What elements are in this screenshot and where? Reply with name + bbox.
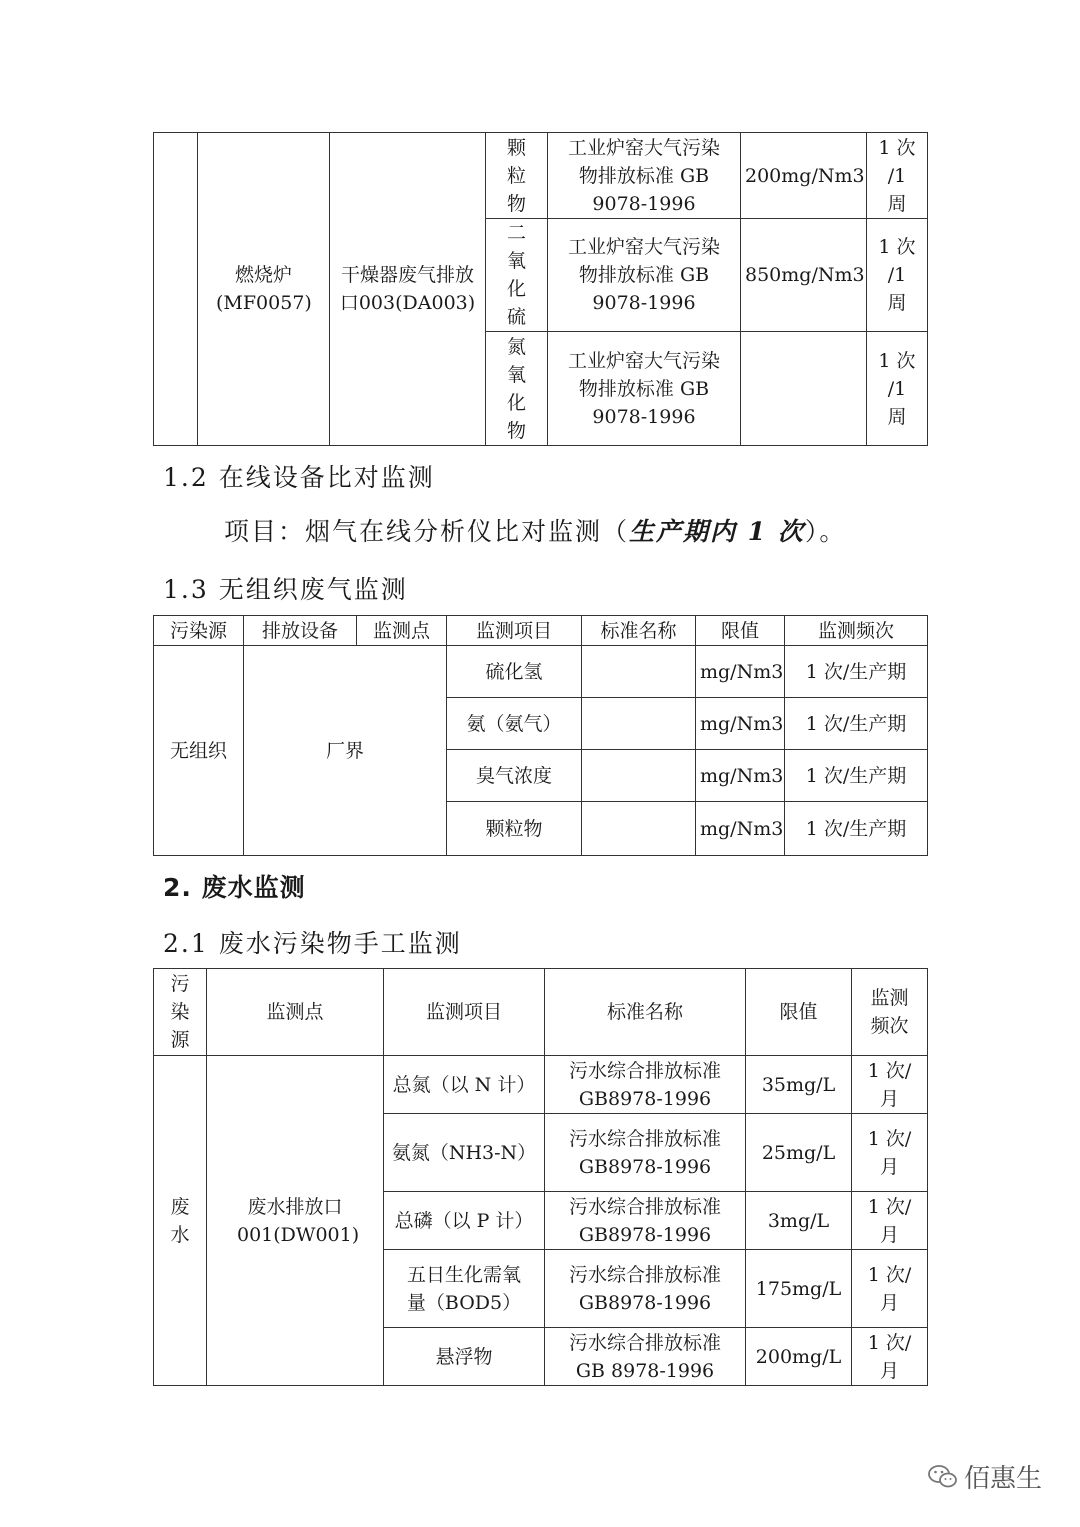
standard-cell: 污水综合排放标准 GB8978-1996 [545, 1250, 746, 1328]
item-cell: 硫化氢 [447, 646, 582, 698]
header-point: 监测点 [357, 616, 447, 646]
limit-cell: 35mg/L [746, 1056, 852, 1114]
source-cell: 无组织 [154, 646, 244, 856]
frequency-cell: 1 次/ 月 [852, 1328, 928, 1386]
item-cell: 颗粒物 [447, 802, 582, 856]
limit-cell: 175mg/L [746, 1250, 852, 1328]
item-cell: 氨（氨气） [447, 698, 582, 750]
header-point: 监测点 [207, 969, 384, 1056]
source-cell: 燃烧炉(MF0057) [198, 133, 330, 446]
standard-cell [582, 802, 696, 856]
section-1-2-title: 1.2 在线设备比对监测 [163, 463, 435, 492]
frequency-cell: 1 次/ 月 [852, 1250, 928, 1328]
standard-cell [582, 750, 696, 802]
standard-cell: 工业炉窑大气污染物排放标准 GB 9078-1996 [548, 332, 741, 446]
standard-cell [582, 698, 696, 750]
limit-cell: mg/Nm3 [696, 646, 785, 698]
header-standard: 标准名称 [582, 616, 696, 646]
item-cell: 总氮（以 N 计） [384, 1056, 545, 1114]
standard-cell: 污水综合排放标准 GB8978-1996 [545, 1056, 746, 1114]
wechat-icon [928, 1464, 958, 1490]
standard-cell: 污水综合排放标准 GB8978-1996 [545, 1114, 746, 1192]
standard-cell [582, 646, 696, 698]
limit-cell: 200mg/Nm3 [741, 133, 867, 219]
header-limit: 限值 [696, 616, 785, 646]
limit-cell: 200mg/L [746, 1328, 852, 1386]
fugitive-gas-table [153, 615, 928, 856]
section-1-3-title: 1.3 无组织废气监测 [163, 575, 408, 604]
limit-cell: mg/Nm3 [696, 698, 785, 750]
watermark-text: 佰惠生 [964, 1464, 1043, 1494]
point-cell: 废水排放口001(DW001) [207, 1056, 384, 1386]
header-limit: 限值 [746, 969, 852, 1056]
item-cell: 氮 氧 化 物 [486, 332, 548, 446]
section-1-2-item: 项目：烟气在线分析仪比对监测（生产期内 1 次）。 [224, 517, 847, 546]
header-item: 监测项目 [447, 616, 582, 646]
frequency-cell: 1 次 /1 周 [867, 332, 928, 446]
frequency-cell: 1 次/ 月 [852, 1192, 928, 1250]
limit-cell: 3mg/L [746, 1192, 852, 1250]
item-cell: 五日生化需氧量（BOD5） [384, 1250, 545, 1328]
item-cell: 颗 粒 物 [486, 133, 548, 219]
point-cell: 厂界 [244, 646, 447, 856]
item-cell: 悬浮物 [384, 1328, 545, 1386]
blank-cell [154, 133, 198, 446]
item-cell: 二 氧 化 硫 [486, 219, 548, 332]
watermark [928, 1458, 1042, 1495]
header-source: 污染源 [154, 616, 244, 646]
standard-cell: 污水综合排放标准 GB 8978-1996 [545, 1328, 746, 1386]
standard-cell: 污水综合排放标准 GB8978-1996 [545, 1192, 746, 1250]
header-frequency: 监测 频次 [852, 969, 928, 1056]
section-2-title: 2. 废水监测 [163, 873, 306, 902]
item-cell: 氨氮（NH3-N） [384, 1114, 545, 1192]
frequency-cell: 1 次/生产期 [785, 646, 928, 698]
source-cell: 废 水 [154, 1056, 207, 1386]
header-standard: 标准名称 [545, 969, 746, 1056]
limit-cell: mg/Nm3 [696, 750, 785, 802]
header-frequency: 监测频次 [785, 616, 928, 646]
header-device: 排放设备 [244, 616, 357, 646]
limit-cell: 850mg/Nm3 [741, 219, 867, 332]
limit-cell: mg/Nm3 [696, 802, 785, 856]
frequency-cell: 1 次/生产期 [785, 750, 928, 802]
item-cell: 总磷（以 P 计） [384, 1192, 545, 1250]
wastewater-table [153, 968, 928, 1386]
limit-cell: 25mg/L [746, 1114, 852, 1192]
frequency-cell: 1 次/ 月 [852, 1114, 928, 1192]
air-monitoring-table [153, 132, 928, 446]
frequency-cell: 1 次/生产期 [785, 802, 928, 856]
frequency-cell: 1 次/ 月 [852, 1056, 928, 1114]
header-item: 监测项目 [384, 969, 545, 1056]
header-source: 污 染 源 [154, 969, 207, 1056]
frequency-cell: 1 次/生产期 [785, 698, 928, 750]
item-cell: 臭气浓度 [447, 750, 582, 802]
outlet-cell: 干燥器废气排放口003(DA003) [330, 133, 486, 446]
limit-cell [741, 332, 867, 446]
frequency-cell: 1 次 /1 周 [867, 219, 928, 332]
frequency-cell: 1 次 /1 周 [867, 133, 928, 219]
section-2-1-title: 2.1 废水污染物手工监测 [163, 929, 462, 958]
standard-cell: 工业炉窑大气污染物排放标准 GB 9078-1996 [548, 133, 741, 219]
standard-cell: 工业炉窑大气污染物排放标准 GB 9078-1996 [548, 219, 741, 332]
